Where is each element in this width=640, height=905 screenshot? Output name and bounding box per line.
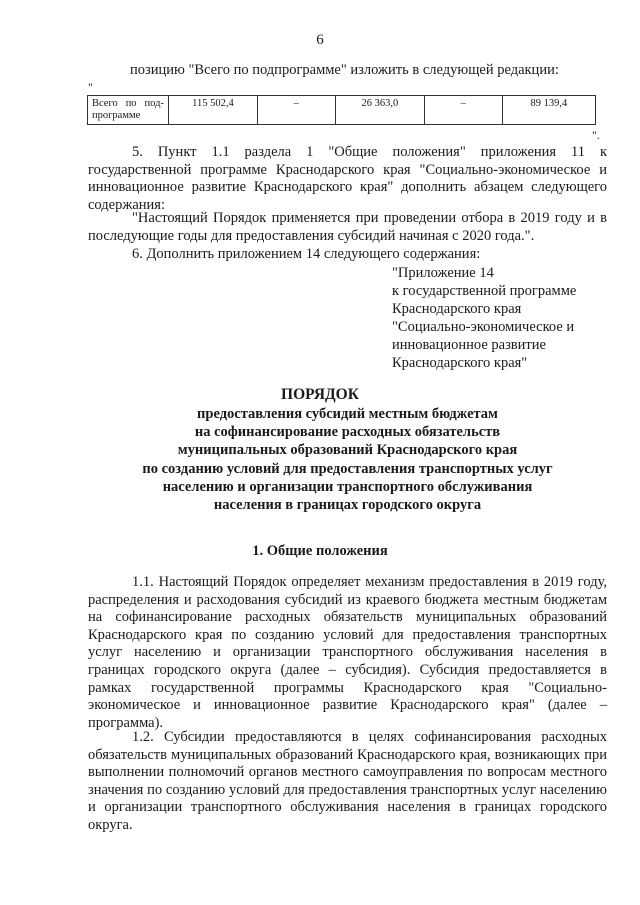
subtitle-line: населению и организации транспортного обслуживания bbox=[162, 478, 533, 495]
section-heading: 1. Общие положения bbox=[252, 543, 388, 559]
closing-quote: ". bbox=[592, 128, 600, 142]
budget-table bbox=[87, 95, 596, 125]
subtitle-line: муниципальных образований Краснодарского края bbox=[177, 442, 518, 459]
paragraph-6: 6. Дополнить приложением 14 следующего содержания: bbox=[132, 246, 481, 262]
paragraph-5: 5. Пункт 1.1 раздела 1 "Общие положения" приложения 11 к государственной программе Краснодарского края "Социально-экономическое и инновационное развитие Краснодарского края" дополнить абзацем следующего содержания: bbox=[88, 144, 607, 213]
table-cell: – bbox=[424, 96, 502, 125]
paragraph-1-2: 1.2. Субсидии предоставляются в целях софинансирования расходных обязательств муниципальных образований Краснодарского края, возникающих при выполнении полномочий органов местного самоуправления по вопросам местного значения по созданию условий для предоставления транспортных услуг населению и организации транспортного обслуживания населения в границах городского округа. bbox=[88, 729, 607, 833]
opening-quote: " bbox=[88, 80, 93, 94]
appendix-line: "Приложение 14 bbox=[392, 265, 494, 281]
appendix-line: к государственной программе bbox=[392, 283, 577, 299]
subtitle-line: на софинансирование расходных обязательств bbox=[194, 424, 501, 441]
appendix-line: "Социально-экономическое и bbox=[392, 319, 575, 335]
table-cell: 89 139,4 bbox=[502, 96, 595, 125]
page-number: 6 bbox=[316, 32, 324, 48]
appendix-line: инновационное развитие bbox=[392, 337, 546, 353]
document-subtitle bbox=[88, 405, 607, 514]
lead-text: позицию "Всего по подпрограмме" изложить в следующей редакции: bbox=[130, 62, 559, 78]
appendix-heading bbox=[392, 264, 576, 372]
appendix-line: Краснодарского края bbox=[392, 301, 522, 317]
table-row-label: Всего по под-программе bbox=[88, 96, 169, 125]
document-title: ПОРЯДОК bbox=[281, 386, 359, 403]
table-row bbox=[88, 96, 596, 125]
subtitle-line: предоставления субсидий местным бюджетам bbox=[197, 406, 498, 422]
subtitle-line: населения в границах городского округа bbox=[213, 497, 482, 514]
paragraph-quote: "Настоящий Порядок применяется при проведении отбора в 2019 году и в последующие годы для предоставления субсидий начиная с 2020 года.". bbox=[88, 210, 607, 244]
table-cell: 26 363,0 bbox=[335, 96, 424, 125]
subtitle-line: по созданию условий для предоставления транспортных услуг bbox=[142, 460, 553, 477]
appendix-line: Краснодарского края" bbox=[392, 355, 528, 371]
paragraph-1-1: 1.1. Настоящий Порядок определяет механизм предоставления в 2019 году, распределения и расходования субсидий из краевого бюджета местным бюджетам на софинансирование расходных обязательств муниципальных образований Краснодарского края по созданию условий для предоставления транспортных услуг населению и организации транспортного обслуживания населения в границах городского округа (далее – субсидия). Субсидия предоставляется в рамках государственной программы Краснодарского края "Социально-экономическое и инновационное развитие Краснодарского края" (далее – программа). bbox=[88, 574, 607, 731]
table-cell: 115 502,4 bbox=[168, 96, 257, 125]
table-cell: – bbox=[257, 96, 335, 125]
